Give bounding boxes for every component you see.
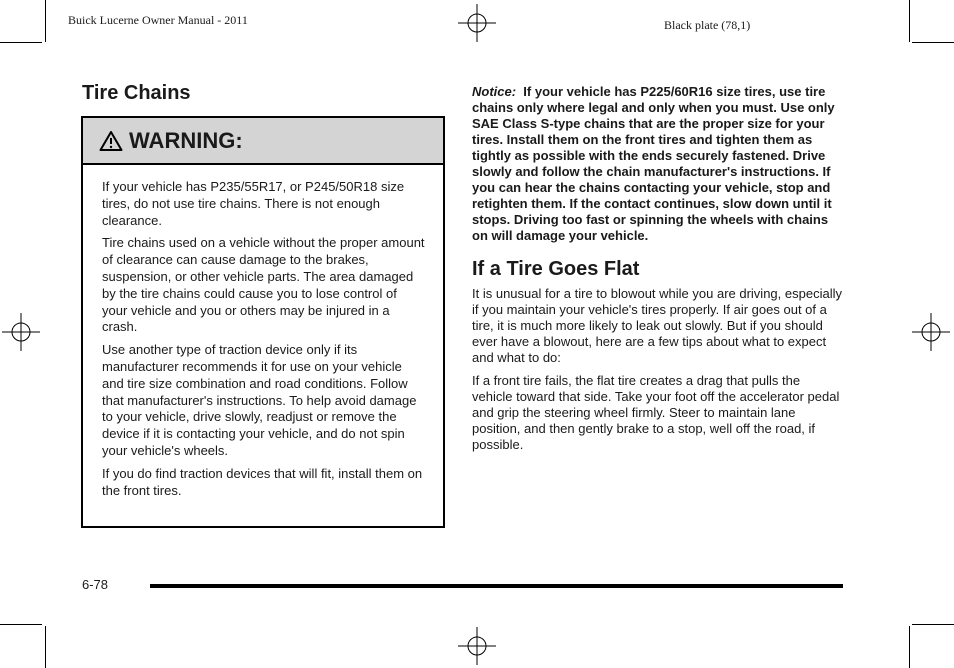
crop-mark bbox=[45, 626, 46, 668]
warning-paragraph: Tire chains used on a vehicle without the proper amount of clearance can cause damage to the brakes, suspension, or other vehicle parts. The area damaged by the tire chains could cause you to lose control of your vehicle and you or others may be injured in a crash. bbox=[102, 235, 425, 335]
notice-label: Notice: bbox=[472, 84, 517, 99]
manual-title: Buick Lucerne Owner Manual - 2011 bbox=[68, 13, 248, 27]
section-heading-tire-chains: Tire Chains bbox=[82, 82, 191, 104]
registration-mark-icon bbox=[458, 4, 496, 42]
footer-rule bbox=[150, 584, 843, 588]
crop-mark bbox=[909, 0, 910, 42]
plate-label: Black plate (78,1) bbox=[664, 18, 751, 32]
notice-paragraph bbox=[472, 84, 842, 244]
section-heading-flat-tire: If a Tire Goes Flat bbox=[472, 258, 640, 280]
crop-mark bbox=[912, 42, 954, 43]
right-column bbox=[472, 84, 842, 460]
notice-text: If your vehicle has P225/60R16 size tires, use tire chains only where legal and only when you must. Use only SAE Class S-type chains that are the proper size for your tires. Install them on the front tires and tighten them as tightly as possible with the ends securely fastened. Drive slowly and follow the chain manufacturer's instructions. If you can hear the chains contacting your vehicle, stop and retighten them. If the contact continues, slow down until it stops. Driving too fast or spinning the wheels with chains on will damage your vehicle. bbox=[472, 84, 835, 243]
registration-mark-icon bbox=[458, 627, 496, 665]
crop-mark bbox=[909, 626, 910, 668]
registration-mark-icon bbox=[2, 313, 40, 351]
body-paragraph: It is unusual for a tire to blowout while you are driving, especially if you maintain your vehicle's tires properly. If air goes out of a tire, it is much more likely to leak out slowly. But if you should ever have a blowout, here are a few tips about what to expect and what to do: bbox=[472, 286, 842, 365]
warning-paragraph: If your vehicle has P235/55R17, or P245/50R18 size tires, do not use tire chains. There is not enough clearance. bbox=[102, 179, 405, 228]
warning-title: WARNING: bbox=[129, 127, 243, 153]
crop-mark bbox=[45, 0, 46, 42]
page-number: 6-78 bbox=[82, 577, 109, 592]
warning-paragraph: Use another type of traction device only if its manufacturer recommends it for use on your vehicle and tire size combination and road conditions. Follow that manufacturer's instructions. To help avoid damage to your vehicle, drive slowly, readjust or remove the device if it is contacting your vehicle, and do not spin your vehicle's wheels. bbox=[102, 342, 417, 458]
warning-triangle-icon bbox=[99, 130, 123, 152]
warning-paragraph: If you do find traction devices that will fit, install them on the front tires. bbox=[102, 465, 423, 498]
crop-mark bbox=[0, 42, 42, 43]
warning-header bbox=[83, 118, 443, 165]
crop-mark bbox=[0, 624, 42, 625]
registration-mark-icon bbox=[912, 313, 950, 351]
warning-body bbox=[83, 165, 443, 499]
warning-box bbox=[81, 116, 445, 528]
body-paragraph: If a front tire fails, the flat tire creates a drag that pulls the vehicle toward that side. Take your foot off the accelerator pedal and grip the steering wheel firmly. Steer to maintain lane position, and then gently brake to a stop, well off the road, if possible. bbox=[472, 373, 840, 452]
crop-mark bbox=[912, 624, 954, 625]
